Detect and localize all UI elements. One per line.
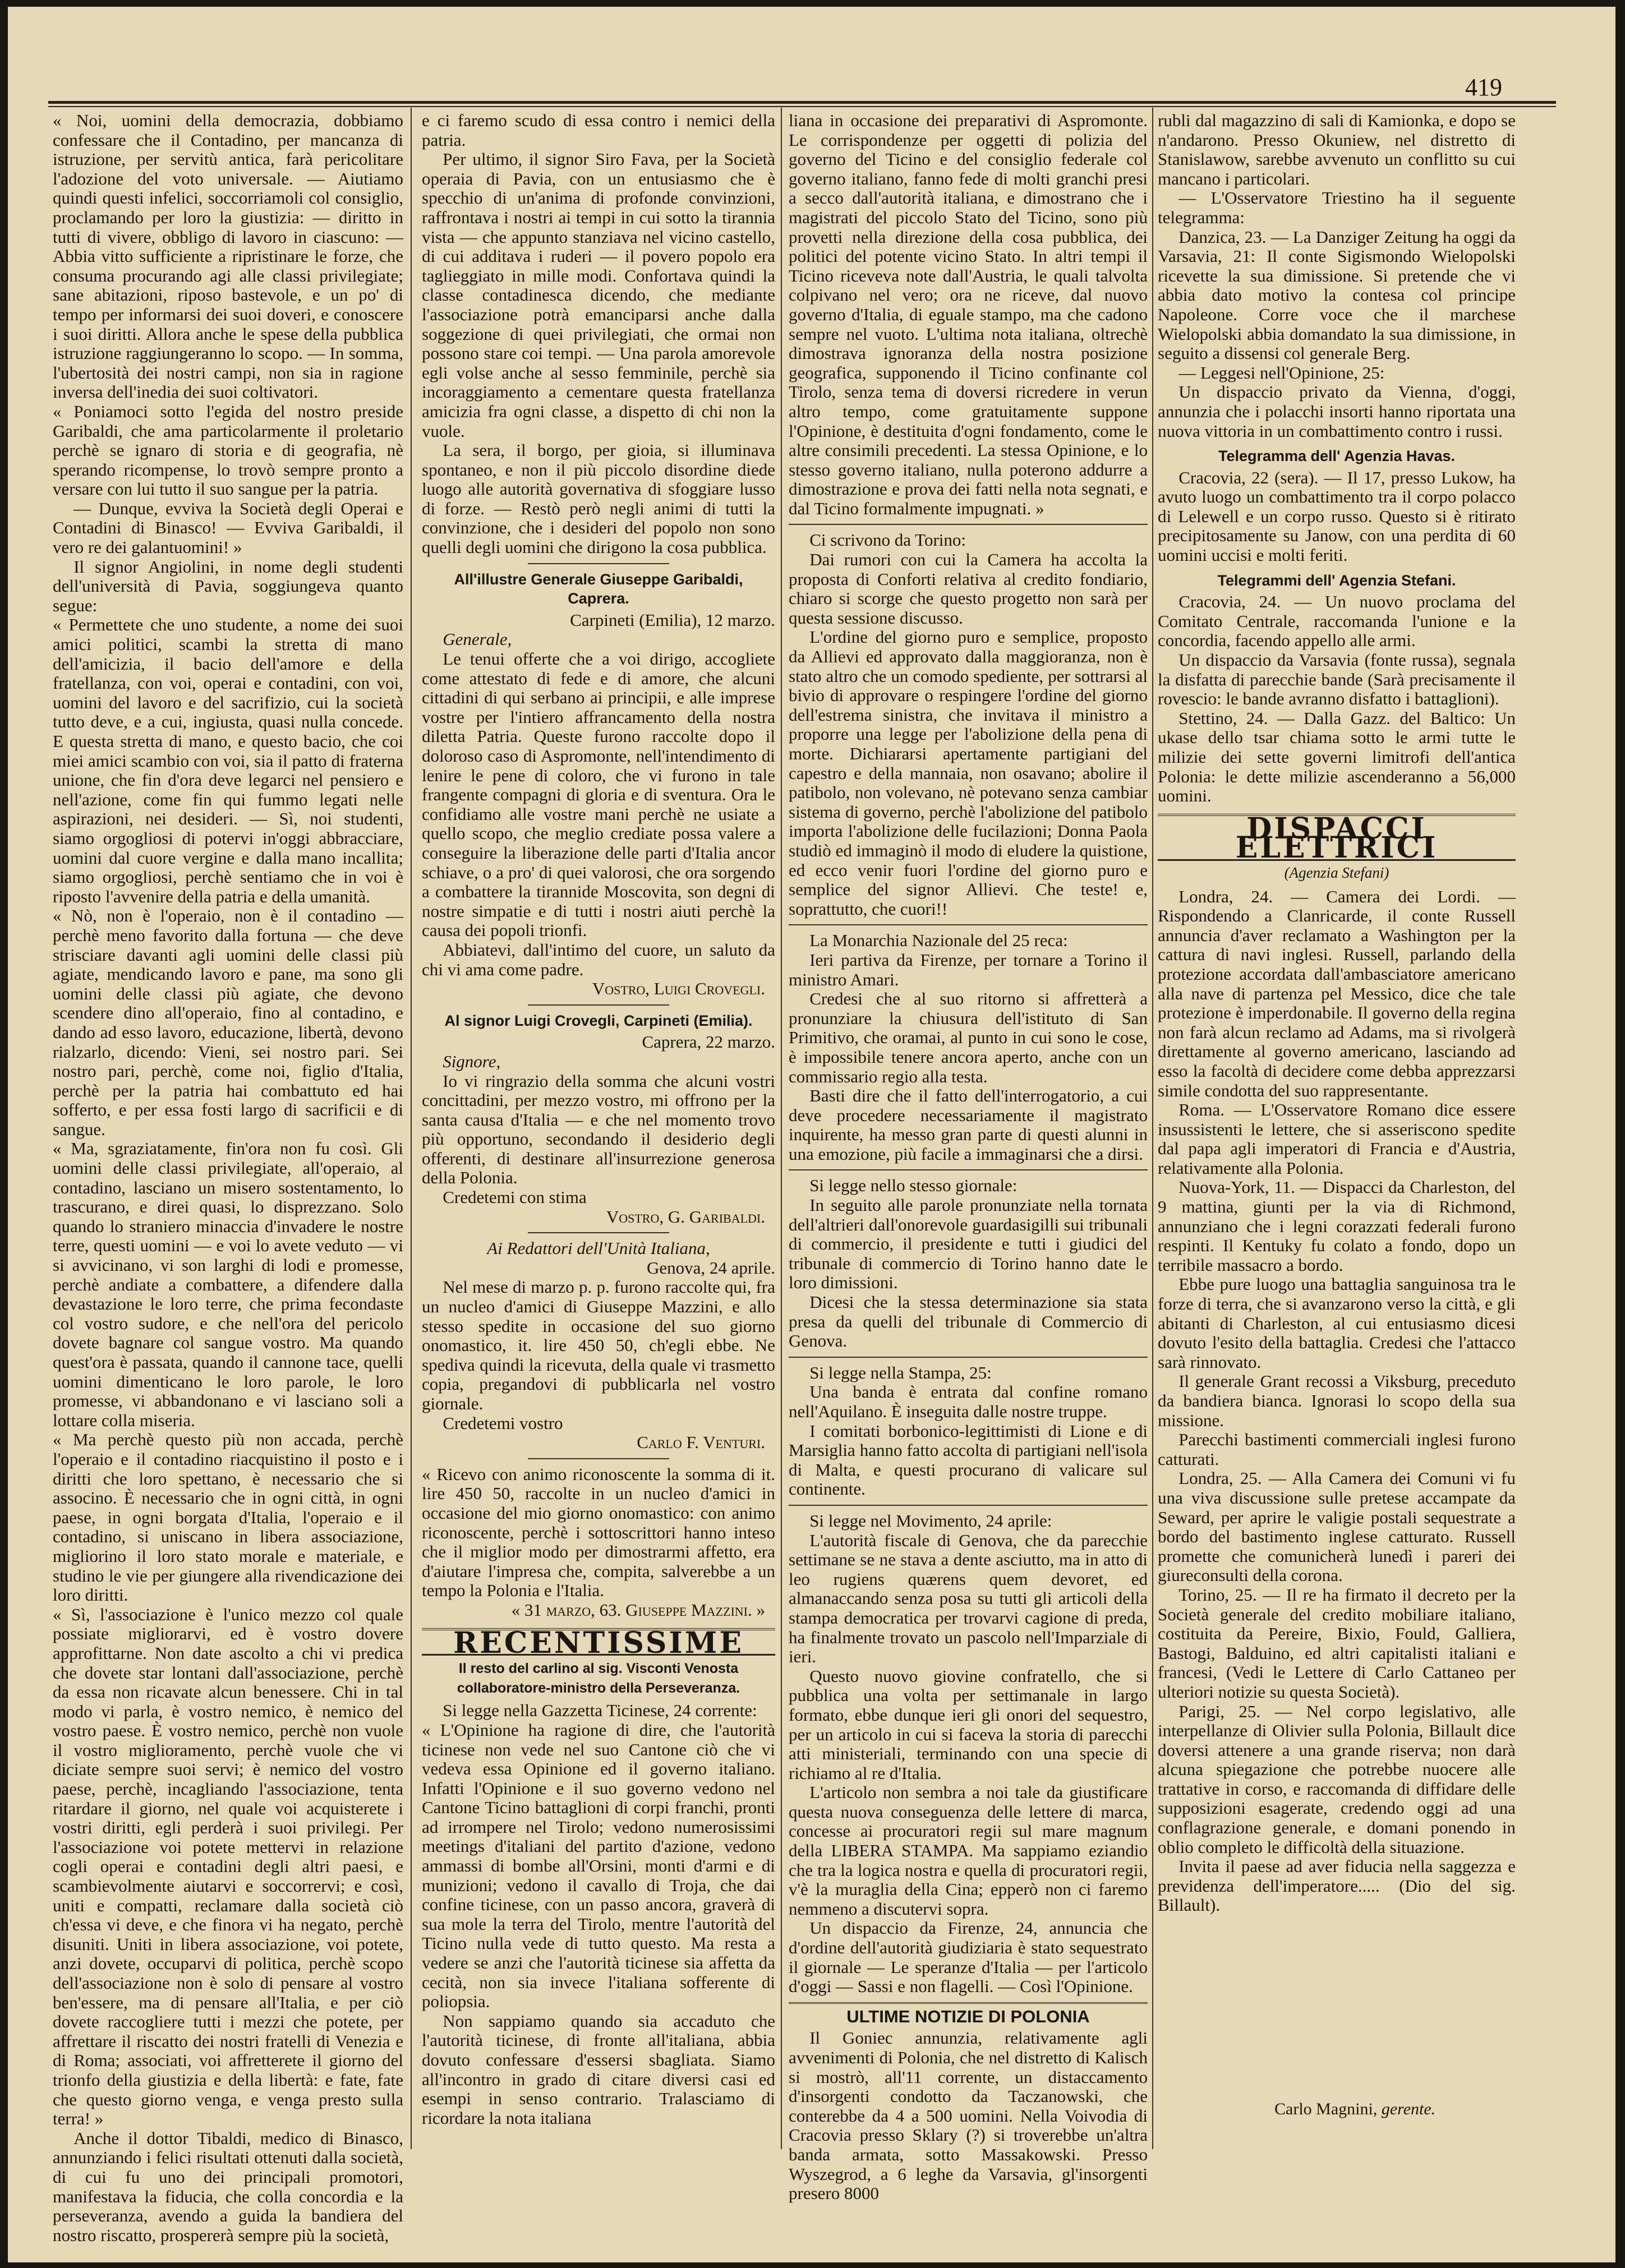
paragraph: Un dispaccio da Varsavia (fonte russa), segnala la disfatta di parecchie bande (Sarà precisamente il rovescio: le bande avranno disfatto i battaglioni). (1158, 650, 1516, 709)
paragraph: Non sappiamo quando sia accaduto che l'autorità ticinese, di fronte all'italiana, abbia dovuto confessare d'essersi sbagliata. Siamo all'incontro in grado di citare diversi casi ed esempi in senso contrario. Tralasciamo di ricordare la nota italiana (422, 2011, 775, 2128)
paragraph: « L'Opinione ha ragione di dire, che l'autorità ticinese non vede nel suo Cantone ciò che vi vedeva essa Opinione ed il governo italiano. Infatti l'Opinione e il suo governo vedono nel Cantone Ticino battaglioni di corpi franchi, pronti ad irrompere nel Tirolo; vedono numerosissimi meetings d'italiani del partito d'azione, vedono ammassi di bombe all'Orsini, monti d'armi e di munizioni; vedono il cavallo di Troja, che dai confine ticinese, con un passo ancora, graverà di sua mole la terra del Tirolo, mentre l'autorità del Ticino nulla vede di tutto questo. Ma resta a vedere se anzi che l'autorità ticinese sia affetta da cecità, non sia invece l'italiana sofferente di poliopsia. (422, 1720, 775, 2012)
section-title: RECENTISSIME (422, 1628, 775, 1656)
paragraph: Si legge nel Movimento, 24 aprile: (809, 1510, 1052, 1531)
section-title: DISPACCI ELETTRICI (1158, 814, 1516, 861)
divider (528, 1232, 669, 1233)
dateline: Caprera, 22 marzo. (642, 1032, 775, 1052)
paragraph: Parecchi bastimenti commerciali inglesi furono catturati. (1158, 1430, 1516, 1469)
paragraph: « Ma perchè questo più non accada, perchè l'operaio e il contadino riacquistino il posto e i diritti che loro spettano, è necessario che si associno. È necessario che in ogni città, in ogni paese, in ogni borgata d'Italia, l'operaio e il contadino, si uniscano in libera associazione, migliorino il loro stato morale e materiale, e studino le vie per giungere alla rivendicazione dei loro diritti. (53, 1430, 403, 1605)
divider (789, 1357, 1148, 1358)
divider (789, 1169, 1148, 1170)
paragraph: In seguito alle parole pronunziate nella tornata dell'altrieri dall'onorevole guardasigilli sui tribunali di commercio, il presidente e tutti i giudici del tribunale di commercio di Torino hanno date le loro dimissioni. (789, 1195, 1148, 1293)
paragraph: Un dispaccio privato da Vienna, d'oggi, annunzia che i polacchi insorti hanno riportata una nuova vittoria in un combattimento contro i russi. (1158, 382, 1516, 441)
divider (789, 924, 1148, 925)
paragraph: — L'Osservatore Triestino ha il seguente telegramma: (1158, 188, 1516, 227)
divider (789, 1505, 1148, 1506)
paragraph: La Monarchia Nazionale del 25 reca: (809, 930, 1068, 951)
article-heading: Telegrammi dell' Agenzia Stefani. (1217, 571, 1456, 589)
signature: « 31 marzo, 63. Giuseppe Mazzini. » (511, 1599, 765, 1620)
paragraph: — Leggesi nell'Opinione, 25: (1179, 362, 1385, 382)
paragraph: Abbiatevi, dall'intimo del cuore, un saluto da chi vi ama come padre. (422, 939, 775, 979)
paragraph: Questo nuovo giovine confratello, che si pubblica una volta per settimanale in largo formato, ebbe dunque ieri gli onori del sequestro, per un articolo in cui si faceva la storia di parecchi atti ministeriali, terminando con una specie di richiamo al re d'Italia. (789, 1666, 1148, 1783)
paragraph: « Nò, non è l'operaio, non è il contadino — perchè meno favorito dalla fortuna — che deve strisciare davanti agli uomini delle classi più agiate, mendicando lavoro e pane, ma sono gli uomini delle classi più agiate, che devono scendere dino all'operaio, fino al contadino, e dando ad esso lavoro, educazione, libertà, devono rialzarlo, dicendo: Vieni, sei nostro pari. Sei nostro pari, perchè, come noi, figlio d'Italia, perchè per la patria hai combattuto ed hai sofferto, e per essa fosti largo di sacrificii e di sangue. (53, 906, 403, 1139)
paragraph: Nel mese di marzo p. p. furono raccolte qui, fra un nucleo d'amici di Giuseppe Mazzini, e allo stesso spedite in occasione del suo giorno onomastico, it. lire 450 50, ch'egli ebbe. Ne spediva quindi la ricevuta, della quale vi trasmetto copia, pregandovi di pubblicarla nel vostro giornale. (422, 1277, 775, 1413)
paragraph: « Sì, l'associazione è l'unico mezzo col quale possiate migliorarvi, ed è vostro dovere approfittarne. Non date ascolto a chi vi predica che dovete star lontani dall'associazione, perchè da essa non ricavate alcun benessere. Chi in tal modo vi parla, è vostro nemico, è nemico del vostro paese. È vostro nemico, perchè non vuole il vostro miglioramento, perchè vuole che vi diciate sempre suoi servi; è nemico del vostro paese, perchè, incagliando l'associazione, tenta ritardare il giorno, nel quale voi acquisterete i vostri diritti, egli perderà i suoi privilegi. Per l'associazione voi potete mettervi in relazione cogli operai e contadini degli altri paesi, e scambievolmente aiutarvi e soccorrervi; e così, uniti e compatti, reclamare dalla società ciò ch'essa vi deve, e che finora vi ha negato, perchè disuniti. Uniti in libera associazione, voi potete, anzi dovete, occuparvi di politica, perchè scopo dell'associazione non è solo di pensare al vostro ben'essere, ma di pensare all'Italia, e per ciò dovete raccogliere tutti i mezzi che potete, per affrettare il riscatto dei nostri fratelli di Venezia e di Roma; associati, voi affretterete il giorno del trionfo della giustizia e della libertà: e fate, fate che questo giorno venga, e venga presto sulla terra! » (53, 1604, 403, 2129)
header-rule (48, 101, 1556, 107)
paragraph: Credetemi con stima (443, 1187, 587, 1207)
paragraph: Io vi ringrazio della somma che alcuni vostri concittadini, per mezzo vostro, mi offrono per la santa causa d'Italia — e che nel momento trovo più opportuno, secondando il desiderio degli offerenti, di destinare all'insurrezione generosa della Polonia. (422, 1071, 775, 1188)
paragraph: « Permettete che uno studente, a nome dei suoi amici politici, scambi la stretta di mano dell'amicizia, il bacio dell'amore e della fratellanza, con voi, operai e contadini, con voi, uomini del lavoro e del sacrifizio, cui la società tutto deve, e a cui, ingiusta, quasi nulla concede. E questa stretta di mano, e questo bacio, che coi miei amici scambio con voi, sia il patto di fraterna unione, che fin d'ora deve legarci nel pensiero e nell'azione, come fin qui fummo legati nelle aspirazioni, nei desideri. — Sì, noi studenti, siamo orgogliosi di potervi in'oggi abbracciare, uomini dal cuore vergine e dalla mano incallita; siamo orgogliosi, perchè sentiamo che in voi è riposto l'avvenire della patria e della umanità. (53, 615, 403, 906)
paragraph: L'articolo non sembra a noi tale da giustificare questa nuova conseguenza delle lettere di marca, concesse ai procuratori regii sul mare magnum della LIBERA STAMPA. Ma sappiamo eziandio che tra la logica nostra e quella di procuratori regii, v'è la muraglia della Cina; epperò non ci faremo nemmeno a discutervi sopra. (789, 1782, 1148, 1919)
letter-heading: Al signor Luigi Crovegli, Carpineti (Emilia). (444, 1012, 753, 1029)
paragraph: L'ordine del giorno puro e semplice, proposto da Allievi ed approvato dalla maggioranza, non è stato altro che un comodo spediente, per sottrarsi al bivio di approvare o respingere l'ordine del giorno dell'estrema sinistra, che invitava il ministro a proporre una legge per l'abolizione della pena di morte. Dichiararsi apertamente partigiani del capestro e della mannaia, non osavano; abolire il patibolo, non volevano, nè potevano senza cambiar sistema di governo, perchè l'abolizione del patibolo importa l'abolizione delle fucilazioni; Donna Paola studiò ed immaginò il modo di eludere la quistione, ed ecco venir fuori l'ordine del giorno puro e semplice del signor Allievi. Che teste! e, soprattutto, che cuori!! (789, 627, 1148, 919)
paragraph: liana in occasione dei preparativi di Aspromonte. Le corrispondenze per oggetti di polizia del governo del Ticino e del consiglio federale col governo italiano, fanno fede di molti granchi presi a secco dall'autorità italiana, e dimostrano che i magistrati del piccolo Stato del Ticino, sono più provetti nella direzione della cosa pubblica, dei politici del potente vicino Stato. In altri tempi il Ticino riceveva note dall'Austria, le quali talvolta colpivano nel vero; ora ne riceve, dal nuovo governo d'Italia, di eguale stampo, ma che cadono sempre nel vuoto. L'ultima nota italiana, oltrechè dimostrava ignoranza della nostra posizione geografica, supponendo il Ticino confinante col Tirolo, senza tema di doversi ricredere in verun altro tempo, come gratuitamente suppone l'Opinione, è destituita d'ogni fondamento, come le altre consimili precedenti. La stessa Opinione, e lo stesso governo italiano, nulla poterono addurre a dimostrazione e prova dei fatti nella nota segnati, e dal Ticino formalmente impugnati. » (789, 110, 1148, 518)
paragraph: I comitati borbonico-legittimisti di Lione e di Marsiglia hanno fatto accolta di partigiani nell'isola di Malta, e questi procurano di valicare sul continente. (789, 1421, 1148, 1499)
paragraph: « Noi, uomini della democrazia, dobbiamo confessare che il Contadino, per mancanza di istruzione, per servitù antica, farà pericolitare l'adozione del voto universale. — Aiutiamo quindi questi infelici, soccorriamoli col consiglio, proclamando per loro la giustizia: — diritto in tutti di vivere, obbligo di lavoro in ciascuno: — Abbia vitto sufficiente a ripristinare le forze, che consuma procurando agi alle classi privilegiate; sane abitazioni, riposo bastevole, e un po' di tempo per informarsi dei suoi doveri, e conoscere i suoi diritti. Allora anche le spese della pubblica istruzione raggiungeranno lo scopo. — In somma, l'ubertosità dei nostri campi, non sia in ragione inversa dell'inedia dei suoi coltivatori. (53, 110, 403, 402)
article-heading: Il resto del carlino al sig. Visconti Venosta collaboratore-ministro della Perseveranza. (457, 1661, 740, 1696)
paragraph: Una banda è entrata dal confine romano nell'Aquilano. È inseguita dalle nostre truppe. (789, 1382, 1148, 1421)
paragraph: e ci faremo scudo di essa contro i nemici della patria. (422, 110, 775, 150)
paragraph: Basti dire che il fatto dell'interrogatorio, a cui deve procedere necessariamente il magistrato inquirente, ha messo gran parte di questi alunni in una emozione, più facile a immaginarsi che a dirsi. (789, 1086, 1148, 1164)
paragraph: Ebbe pure luogo una battaglia sanguinosa tra le forze di terra, che si avanzarono verso la città, e gli abitanti di Charleston, al cui entusiasmo dicesi dovuto l'esito della battaglia. Credesi che l'attacco sarà rinnovato. (1158, 1274, 1516, 1372)
gerente-name: Carlo Magnini, (1274, 2100, 1378, 2118)
section-subtitle: (Agenzia Stefani) (1284, 864, 1389, 881)
column-4 (1158, 111, 1516, 2124)
paragraph: « Ma, sgraziatamente, fin'ora non fu così. Gli uomini delle classi privilegiate, all'operaio, al contadino, lasciano un misero sostentamento, lo trascurano, e direi quasi, lo disprezzano. Solo quando lo straniero minaccia d'invadere le nostre terre, questi uomini — e voi lo avete veduto — vi si avvicinano, vi son larghi di lodi e promesse, perchè andiate a combattere, a difendere dalla devastazione le loro terre, che prima fecondaste col vostro sudore, e che nell'ora del pericolo dovete bagnare col sangue vostro. Ma quando quest'ora è passata, quando il cannone tace, quelli uomini dimenticano le loro parole, le loro promesse, vi abbandonano e vi lasciano soli a lottare colla miseria. (53, 1138, 403, 1430)
paragraph: Ieri partiva da Firenze, per tornare a Torino il ministro Amari. (789, 949, 1148, 989)
paragraph: Un dispaccio da Firenze, 24, annuncia che d'ordine dell'autorità giudiziaria è stato sequestrato il giornale — Le speranze d'Italia — per l'articolo d'oggi — Sassi e non flagelli. — Così l'Opinione. (789, 1918, 1148, 1997)
paragraph: Nuova-York, 11. — Dispacci da Charleston, del 9 mattina, giunti per la via di Richmond, annunziano che i legni corazzati federali furono respinti. Il Kentuky fu colato a fondo, dopo un terribile massacro a bordo. (1158, 1177, 1516, 1275)
paragraph: Il generale Grant recossi a Viksburg, preceduto da bandiera bianca. Ignorasi lo scopo della sua missione. (1158, 1371, 1516, 1430)
paragraph: L'autorità fiscale di Genova, che da parecchie settimane se ne stava a dente asciutto, ma in atto di leo rugiens quærens quem devoret, ed almanaccando senza posa su tutti gli articoli della stampa democratica per trovarvi cagione di preda, ha finalmente trovato un pascolo nell'Imparziale di ieri. (789, 1530, 1148, 1667)
paragraph: Dicesi che la stessa determinazione sia stata presa da quelli del tribunale di Commercio di Genova. (789, 1292, 1148, 1351)
article-heading: Telegramma dell' Agenzia Havas. (1218, 448, 1456, 465)
paragraph: Danzica, 23. — La Danziger Zeitung ha oggi da Varsavia, 21: Il conte Sigismondo Wielopolski ricevette la sua dimissione. Si pretende che vi abbia dato motivo la contesa col principe Napoleone. Corre voce che il marchese Wielopolski abbia domandato la sua dimissione, in seguito a dissensi col generale Berg. (1158, 227, 1516, 363)
paragraph: Stettino, 24. — Dalla Gazz. del Baltico: Un ukase dello tsar chiama sotto le armi tutte le milizie dei sette governi limitrofi dell'antica Polonia: le dette milizie ascenderanno a 56,000 uomini. (1158, 708, 1516, 806)
column-divider (411, 108, 412, 2149)
paragraph: Si legge nella Gazzetta Ticinese, 24 corrente: (443, 1700, 757, 1721)
printer-credit (1274, 2100, 1435, 2119)
letter-heading: All'illustre Generale Giuseppe Garibaldi, Caprera. (454, 570, 743, 607)
paragraph: Cracovia, 22 (sera). — Il 17, presso Lukow, ha avuto luogo un combattimento tra il corpo polacco di Lelewell e un corpo russo. Questo si è ritirato precipitosamente su Janow, con una perdita di 60 uomini uccisi e molti feriti. (1158, 467, 1516, 565)
column-divider (781, 108, 782, 2149)
page-number: 419 (1465, 73, 1502, 101)
paragraph: Londra, 25. — Alla Camera dei Comuni vi fu una viva discussione sulle pretese accampate da Seward, per aprire le valigie postali sequestrate a bordo del bastimento inglese catturato. Russell promette che comunicherà lunedì i pareri dei giureconsulti della corona. (1158, 1468, 1516, 1585)
dateline: Carpineti (Emilia), 12 marzo. (570, 610, 775, 630)
paragraph: Cracovia, 24. — Un nuovo proclama del Comitato Centrale, raccomanda l'unione e la concordia, facendo appello alle armi. (1158, 592, 1516, 651)
column-1 (53, 110, 403, 2245)
paragraph: Torino, 25. — Il re ha firmato il decreto per la Società generale del credito mobiliare italiano, costituita da Pereire, Bixio, Fould, Galliera, Bastogi, Balduino, ed altri capitalisti italiani e francesi, (Vedi le Lettere di Carlo Cattaneo per ulteriori notizie su questa Società). (1158, 1584, 1516, 1702)
paragraph: Ci scrivono da Torino: (809, 530, 966, 550)
signature: Vostro, Luigi Crovegli. (592, 979, 765, 999)
newspaper-page (8, 7, 1615, 2262)
paragraph: Si legge nella Stampa, 25: (809, 1362, 992, 1382)
paragraph: — Dunque, evviva la Società degli Operai e Contadini di Binasco! — Evviva Garibaldi, il vero re dei galantuomini! » (53, 498, 403, 557)
paragraph: Il Goniec annunzia, relativamente agli avvenimenti di Polonia, che nel distretto di Kalisch si mostrò, all'11 corrente, un distaccamento d'insorgenti condotto da Taczanowski, che conterebbe da 4 a 500 uomini. Nella Voivodia di Cracovia presso Sklary (?) si troverebbe un'altra banda armata, sotto Massakowski. Presso Wyszegrod, a 6 leghe da Varsavia, gl'insorgenti presero 8000 (789, 2028, 1148, 2204)
paragraph: Roma. — L'Osservatore Romano dice essere insussistenti le lettere, che si asseriscono spedite dal papa agli imperatori di Francia e d'Austria, relativamente alla Polonia. (1158, 1100, 1516, 1178)
paragraph: Invita il paese ad aver fiducia nella saggezza e previdenza dell'imperatore..... (Dio del sig. Billault). (1158, 1856, 1516, 1915)
paragraph: Le tenui offerte che a voi dirigo, accogliete come attestato di fede e di amore, che alcuni cittadini di qui serbano ai principii, e alle imprese vostre per l'intiero affrancamento della nostra diletta Patria. Queste furono raccolte dopo il doloroso caso di Aspromonte, nell'intendimento di lenire le pene di coloro, che vi furono in tale frangente compagni di gloria e di sventura. Ora le confidiamo alle vostre mani perchè ne usiate a quello scopo, che meglio crediate possa valere a conseguire la liberazione delle parti d'Italia ancor schiave, o a pro' di quei valorosi, che ora sorgendo a combattere la tirannide Moscovita, son degni di nostre simpatie e di tutti i nostri aiuti perchè la causa dei popoli trionfi. (422, 649, 775, 941)
paragraph: « Poniamoci sotto l'egida del nostro preside Garibaldi, che ama particolarmente il proletario perchè se ignaro di storia e di geografia, nè sperando ricompense, lo trovò sempre pronto a versare con lui tutto il suo sangue per la patria. (53, 401, 403, 499)
column-2 (422, 111, 775, 2158)
gerente-role: gerente. (1381, 2100, 1436, 2118)
divider (528, 1458, 669, 1459)
paragraph: Il signor Angiolini, in nome degli studenti dell'università di Pavia, soggiungeva quanto segue: (53, 556, 403, 615)
salutation: Signore, (443, 1051, 501, 1071)
paragraph: Parigi, 25. — Nel corpo legislativo, alle interpellanze di Olivier sulla Polonia, Billault dice doversi attenere a una grande riserva; non darà alcuna spiegazione che potrebbe nuocere alle trattative in corso, e raccomanda di diffidare delle supposizioni esagerate, credendo oggi ad una conflagrazione generale, e domani ponendo in oblio completo le difficoltà della situazione. (1158, 1701, 1516, 1857)
paragraph: Anche il dottor Tibaldi, medico di Binasco, annunziando i felici risultati ottenuti dalla società, di cui fu uno dei principali promotori, manifestava la fiducia, che colla concordia e la perseveranza, avendo a guida la bandiera del nostro riscatto, prospererà sempre più la società, (53, 2128, 403, 2245)
paragraph: Londra, 24. — Camera dei Lordi. — Rispondendo a Clanricarde, il conte Russell annuncia d'aver reclamato a Washington per la cattura di navi inglesi. Russell, parlando della protezione accordata dall'ambasciatore americano alla nave di partenza pel Messico, dice che tale protezione è imperdonabile. Il governo della regina non farà alcun reclamo ad Adams, ma si rivolgerà direttamente al governo americano, lasciando ad esso la facoltà di decidere come debba apprezzarsi simile condotta del suo rappresentante. (1158, 886, 1516, 1100)
paragraph: Credetemi vostro (443, 1413, 563, 1433)
divider (528, 563, 669, 564)
salutation: Generale, (443, 629, 512, 649)
section-title: ULTIME NOTIZIE DI POLONIA (789, 2002, 1148, 2027)
signature: Carlo F. Venturi. (637, 1432, 765, 1453)
paragraph: rubli dal magazzino di sali di Kamionka, e dopo se n'andarono. Presso Okuniew, nel distretto di Stanislawow, sarebbe avvenuto un conflitto su cui mancano i particolari. (1158, 110, 1516, 188)
paragraph: « Ricevo con animo riconoscente la somma di it. lire 450 50, raccolte in un nucleo d'amici in occasione del mio giorno onomastico: con animo riconoscente, perchè i sottoscrittori hanno inteso che il miglior modo per dimostrarmi affetto, era d'aiutare l'impresa che, compita, salverebbe a un tempo la Polonia e l'Italia. (422, 1464, 775, 1601)
signature: Vostro, G. Garibaldi. (606, 1206, 765, 1227)
column-divider (1152, 108, 1153, 2149)
paragraph: La sera, il borgo, per gioia, si illuminava spontaneo, e non il più piccolo disordine diede luogo alle autorità governativa di sfoggiare lusso di forze. — Restò però negli animi di tutti la convinzione, che i desideri del popolo non sono quelli degli uomini che dirigono la cosa pubblica. (422, 440, 775, 557)
paragraph: Per ultimo, il signor Siro Fava, per la Società operaia di Pavia, con un entusiasmo che è specchio di un'anima di profonde convinzioni, raffrontava i nostri ai tempi in cui sotto la tirannia vista — che appunto stanziava nel vicino castello, di cui additava i ruderi — il povero popolo era taglieggiato in mille modi. Confortava quindi la classe contadinesca dicendo, che mediante l'associazione potrà emanciparsi anche dalla soggezione di quei privilegiati, che ormai non possono stare coi tempi. — Una parola amorevole egli volse anche al sesso femminile, perchè sia incoraggiamento a cementare questa fratellanza amicizia fra ogni classe, a dispetto di chi non la vuole. (422, 149, 775, 441)
letter-heading: Ai Redattori dell'Unità Italiana, (487, 1238, 710, 1259)
paragraph: Dai rumori con cui la Camera ha accolta la proposta di Conforti relativa al credito fondiario, chiaro si scorge che questo progetto non sarà per questa sessione discusso. (789, 550, 1148, 628)
paragraph: Credesi che al suo ritorno si affretterà a pronunziare la chiusura dell'istituto di San Primitivo, che oramai, al punto in cui sono le cose, è impossibile tenere ancora aperto, anche con un commissario regio alla testa. (789, 989, 1148, 1086)
column-3 (789, 110, 1148, 2204)
divider (528, 1004, 669, 1006)
dateline: Genova, 24 aprile. (647, 1257, 775, 1278)
divider (789, 524, 1148, 525)
paragraph: Si legge nello stesso giornale: (809, 1176, 1018, 1196)
